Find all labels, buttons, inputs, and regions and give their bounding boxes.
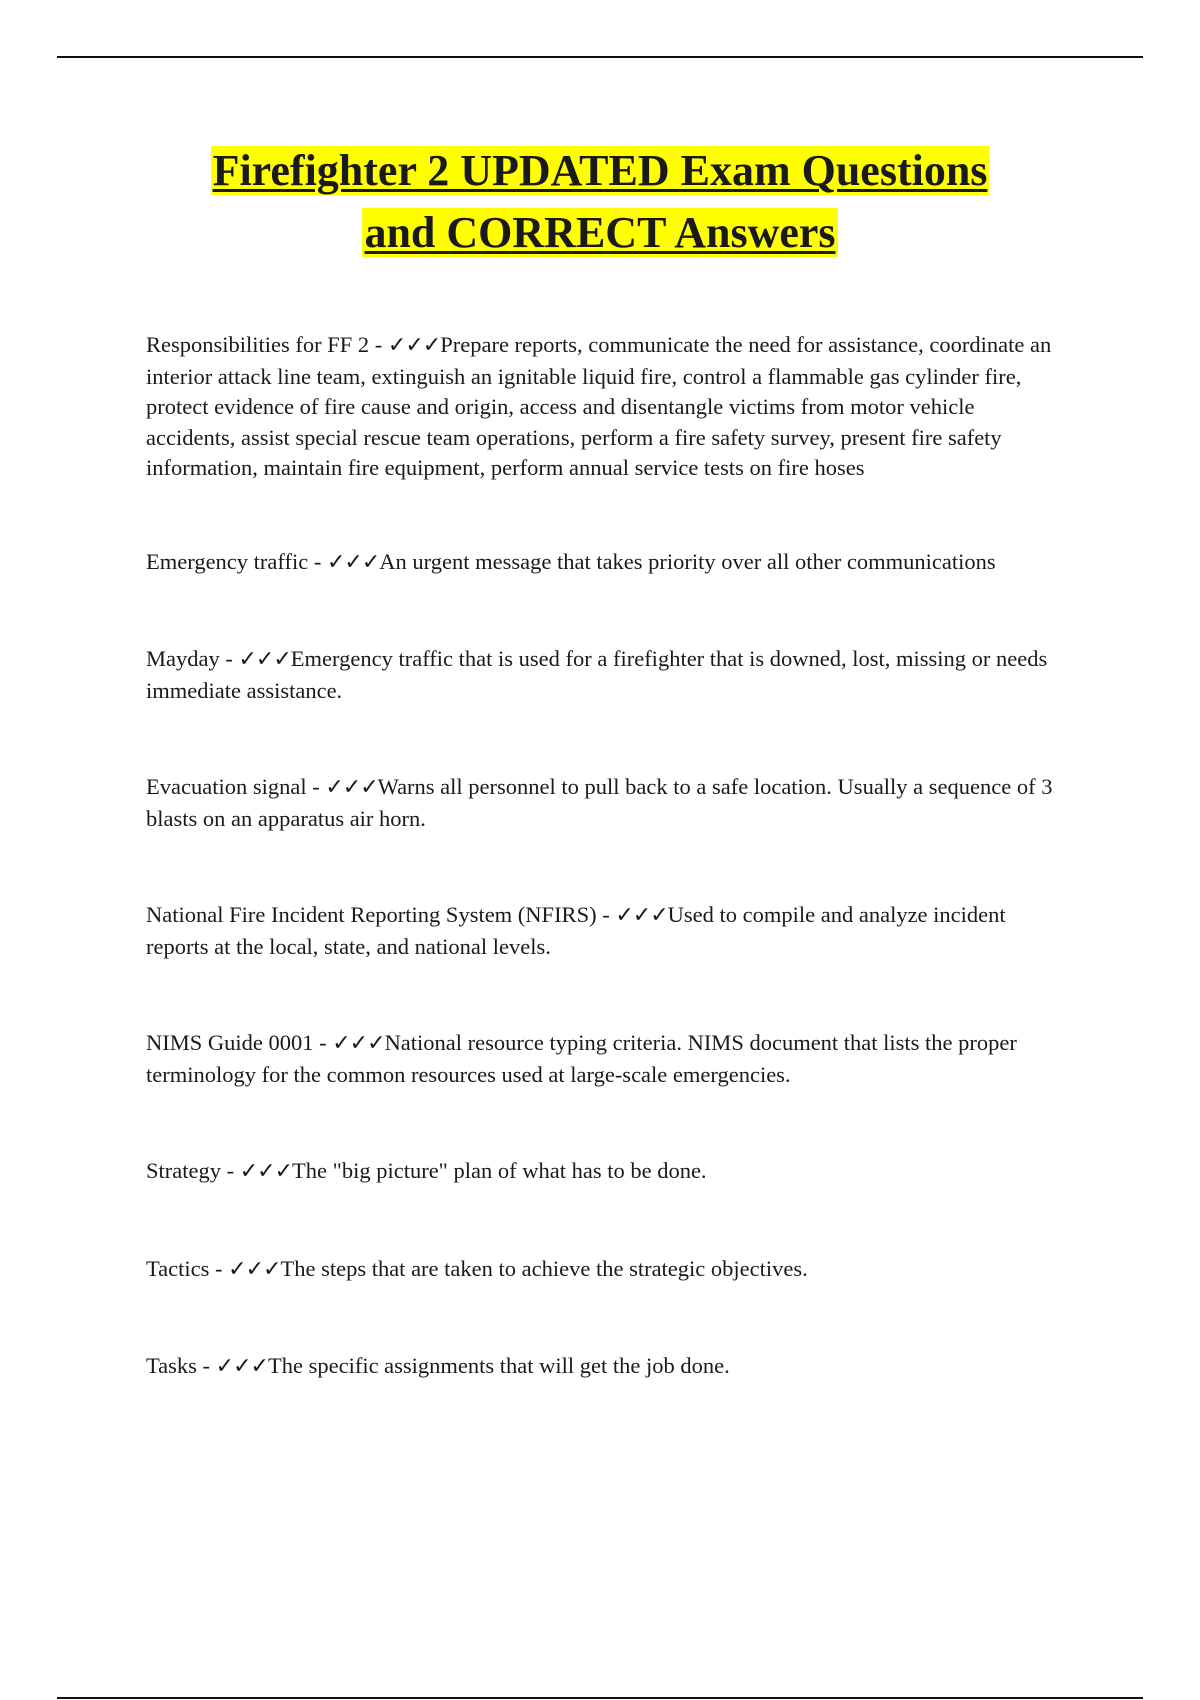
qa-item-emergency-traffic: Emergency traffic - ✓✓✓An urgent message that takes priority over all other communications (146, 548, 996, 575)
qa-item-nims-guide: NIMS Guide 0001 - ✓✓✓National resource typing criteria. NIMS document that lists the proper terminology for the common resources used at large-scale emergencies. (146, 1030, 1017, 1087)
top-page-rule (57, 56, 1143, 58)
qa-term: National Fire Incident Reporting System (NFIRS) (146, 902, 597, 927)
document-title-line-1: Firefighter 2 UPDATED Exam Questions (212, 146, 988, 195)
qa-term: Strategy (146, 1158, 221, 1183)
qa-item-nfirs: National Fire Incident Reporting System (NFIRS) - ✓✓✓Used to compile and analyze incident reports at the local, state, and national levels. (146, 902, 1006, 959)
qa-item-responsibilities: Responsibilities for FF 2 - ✓✓✓Prepare reports, communicate the need for assistance, coordinate an interior attack line team, extinguish an ignitable liquid fire, control a flammable gas cylinder fire, protect evidence of fire cause and origin, access and disentangle victims from motor vehicle accidents, assist special rescue team operations, perform a fire safety survey, present fire safety information, maintain fire equipment, perform annual service tests on fire hoses (146, 332, 1052, 480)
qa-item-strategy: Strategy - ✓✓✓The "big picture" plan of what has to be done. (146, 1158, 707, 1184)
check-marks-icon: ✓✓✓ (332, 1031, 385, 1056)
bottom-page-rule (57, 1697, 1143, 1699)
check-marks-icon: ✓✓✓ (325, 775, 378, 800)
qa-definition: The specific assignments that will get the job done. (267, 1353, 730, 1378)
qa-item-mayday: Mayday - ✓✓✓Emergency traffic that is used for a firefighter that is downed, lost, missing or needs immediate assistance. (146, 646, 1048, 703)
qa-item-tactics: Tactics - ✓✓✓The steps that are taken to achieve the strategic objectives. (146, 1255, 808, 1282)
check-marks-icon: ✓✓✓ (238, 647, 291, 672)
qa-list (146, 330, 1066, 1383)
qa-term: Mayday (146, 646, 220, 671)
document-title-line-2: and CORRECT Answers (364, 208, 836, 257)
qa-definition: Emergency traffic that is used for a firefighter that is downed, lost, missing or needs immediate assistance. (146, 646, 1048, 703)
qa-term: Tactics (146, 1255, 210, 1281)
check-marks-icon: ✓✓✓ (615, 903, 668, 928)
qa-definition: An urgent message that takes priority over all other communications (379, 548, 996, 574)
qa-definition: Used to compile and analyze incident reports at the local, state, and national levels. (146, 902, 1006, 959)
qa-definition: Prepare reports, communicate the need for assistance, coordinate an interior attack line team, extinguish an ignitable liquid fire, control a flammable gas cylinder fire, protect evidence of fire cause and origin, access and disentangle victims from motor vehicle accidents, assist special rescue team operations, perform a fire safety survey, present fire safety information, maintain fire equipment, perform annual service tests on fire hoses (146, 332, 1052, 480)
document-title (60, 140, 1140, 264)
qa-term: Responsibilities for FF 2 (146, 332, 370, 357)
qa-term: Emergency traffic (146, 548, 309, 574)
qa-definition: Warns all personnel to pull back to a safe location. Usually a sequence of 3 blasts on an apparatus air horn. (146, 774, 1053, 831)
qa-term: Evacuation signal (146, 774, 307, 799)
qa-definition: The steps that are taken to achieve the strategic objectives. (280, 1255, 808, 1281)
qa-item-evacuation-signal: Evacuation signal - ✓✓✓Warns all personnel to pull back to a safe location. Usually a sequence of 3 blasts on an apparatus air horn. (146, 774, 1053, 831)
qa-term: NIMS Guide 0001 (146, 1030, 314, 1055)
qa-item-tasks: Tasks - ✓✓✓The specific assignments that will get the job done. (146, 1353, 730, 1379)
check-marks-icon: ✓✓✓ (228, 1256, 281, 1282)
check-marks-icon: ✓✓✓ (326, 549, 380, 575)
check-marks-icon: ✓✓✓ (215, 1354, 268, 1379)
qa-definition: National resource typing criteria. NIMS document that lists the proper terminology for the common resources used at large-scale emergencies. (146, 1030, 1017, 1087)
check-marks-icon: ✓✓✓ (239, 1159, 293, 1184)
qa-term: Tasks (146, 1353, 197, 1378)
check-marks-icon: ✓✓✓ (387, 333, 441, 358)
qa-definition: The "big picture" plan of what has to be done. (292, 1158, 707, 1183)
